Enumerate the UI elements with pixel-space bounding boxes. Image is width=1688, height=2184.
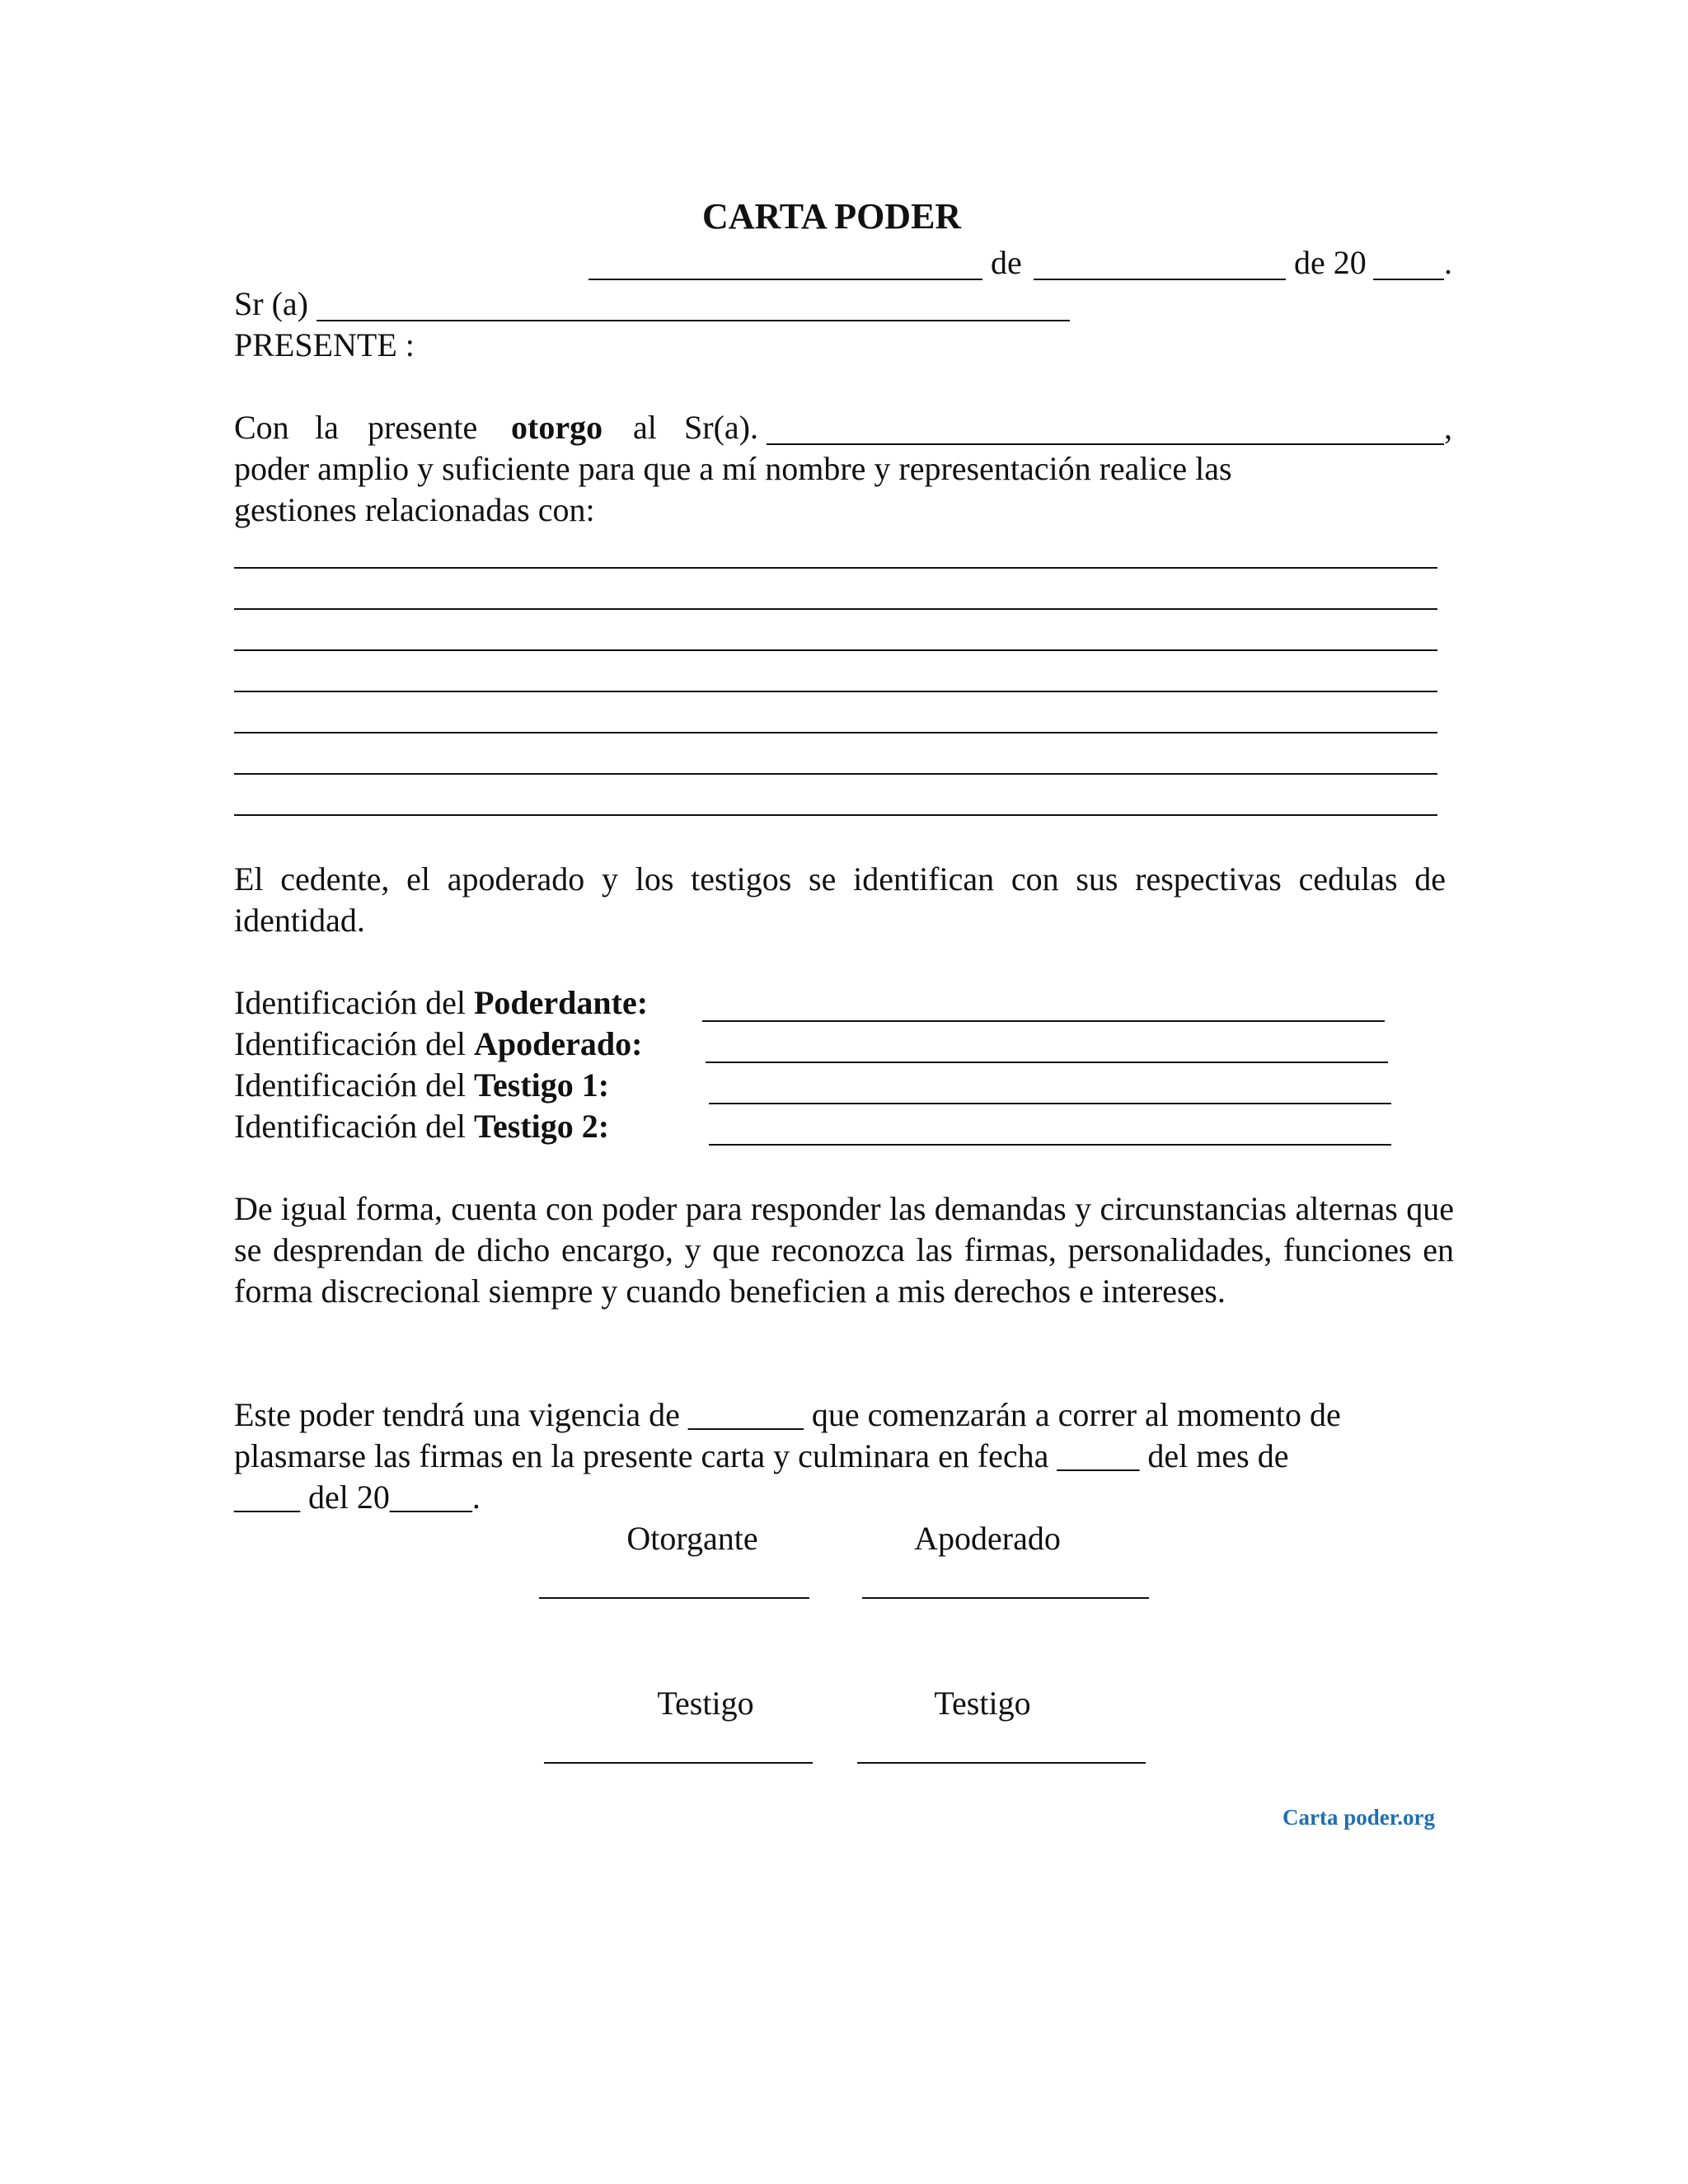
id-testigo1-label xyxy=(234,1065,609,1106)
para1-comma: , xyxy=(1444,409,1452,446)
gestiones-blank-line xyxy=(234,691,1437,692)
signature-label-testigo-2: Testigo xyxy=(934,1685,1031,1722)
gestiones-blank-line xyxy=(234,567,1437,569)
grantee-name-blank xyxy=(767,443,1444,445)
id-prefix: Identificación del xyxy=(234,984,474,1021)
para4-line3: ____ del 20_____. xyxy=(234,1479,481,1516)
signature-label-otorgante: Otorgante xyxy=(626,1520,758,1557)
addressee-prefix: Sr (a) xyxy=(234,285,308,322)
signature-line-apoderado xyxy=(862,1597,1149,1599)
addressee-blank xyxy=(316,320,1070,321)
presente-label: PRESENTE : xyxy=(234,326,415,363)
id-apoderado-label xyxy=(234,1024,642,1065)
id-prefix: Identificación del xyxy=(234,1066,474,1104)
date-de-label-1: de xyxy=(991,244,1022,281)
para4-line2: plasmarse las firmas en la presente carta y culminara en fecha _____ del mes de xyxy=(234,1437,1289,1474)
date-year-blank xyxy=(1373,279,1444,280)
id-prefix: Identificación del xyxy=(234,1025,474,1062)
date-de-label-2: de 20 xyxy=(1294,244,1367,281)
id-role: Poderdante: xyxy=(473,984,649,1021)
para4-line1: Este poder tendrá una vigencia de _______ que comenzarán a correr al momento de xyxy=(234,1396,1341,1433)
para2-identification-statement: El cedente, el apoderado y los testigos se identifican con sus respectivas cedulas de identidad. xyxy=(234,860,1446,939)
id-role: Testigo 2: xyxy=(473,1108,610,1145)
gestiones-blank-line xyxy=(234,608,1437,610)
para1-word-con: Con xyxy=(234,409,289,446)
signature-label-testigo-1: Testigo xyxy=(657,1685,754,1722)
date-day-blank xyxy=(588,279,982,280)
signature-line-testigo-2 xyxy=(857,1762,1146,1764)
gestiones-blank-line xyxy=(234,814,1437,816)
id-prefix: Identificación del xyxy=(234,1108,474,1145)
para1-word-sra: Sr(a). xyxy=(684,409,758,446)
id-apoderado-blank xyxy=(706,1062,1388,1063)
para1-line3: gestiones relacionadas con: xyxy=(234,491,595,528)
gestiones-blank-line xyxy=(234,732,1437,733)
id-poderdante-label xyxy=(234,982,648,1024)
para1-word-la: la xyxy=(315,409,339,446)
id-testigo2-label xyxy=(234,1106,609,1147)
signature-line-otorgante xyxy=(539,1597,809,1599)
para1-word-al: al xyxy=(633,409,657,446)
id-testigo2-blank xyxy=(709,1144,1391,1146)
signature-label-apoderado: Apoderado xyxy=(914,1520,1061,1557)
id-poderdante-blank xyxy=(702,1020,1385,1022)
id-role: Testigo 1: xyxy=(473,1066,610,1104)
gestiones-blank-line xyxy=(234,773,1437,775)
id-testigo1-blank xyxy=(709,1103,1391,1104)
date-month-blank xyxy=(1034,279,1286,280)
para1-word-otorgo: otorgo xyxy=(511,409,603,446)
brand-link[interactable]: Carta poder.org xyxy=(1282,1805,1435,1830)
gestiones-blank-line xyxy=(234,649,1437,651)
id-role: Apoderado: xyxy=(473,1025,643,1062)
document-title: CARTA PODER xyxy=(702,196,962,237)
para3-powers-statement: De igual forma, cuenta con poder para responder las demandas y circunstancias alternas que se desprendan de dicho encargo, y que reconozca las firmas, personalidades, funciones en forma discrecional siempre y cuando beneficien a mis derechos e intereses. xyxy=(234,1190,1454,1310)
signature-line-testigo-1 xyxy=(544,1762,813,1764)
para1-word-presente: presente xyxy=(368,409,478,446)
date-period: . xyxy=(1444,244,1452,281)
para1-line2: poder amplio y suficiente para que a mí nombre y representación realice las xyxy=(234,450,1232,487)
